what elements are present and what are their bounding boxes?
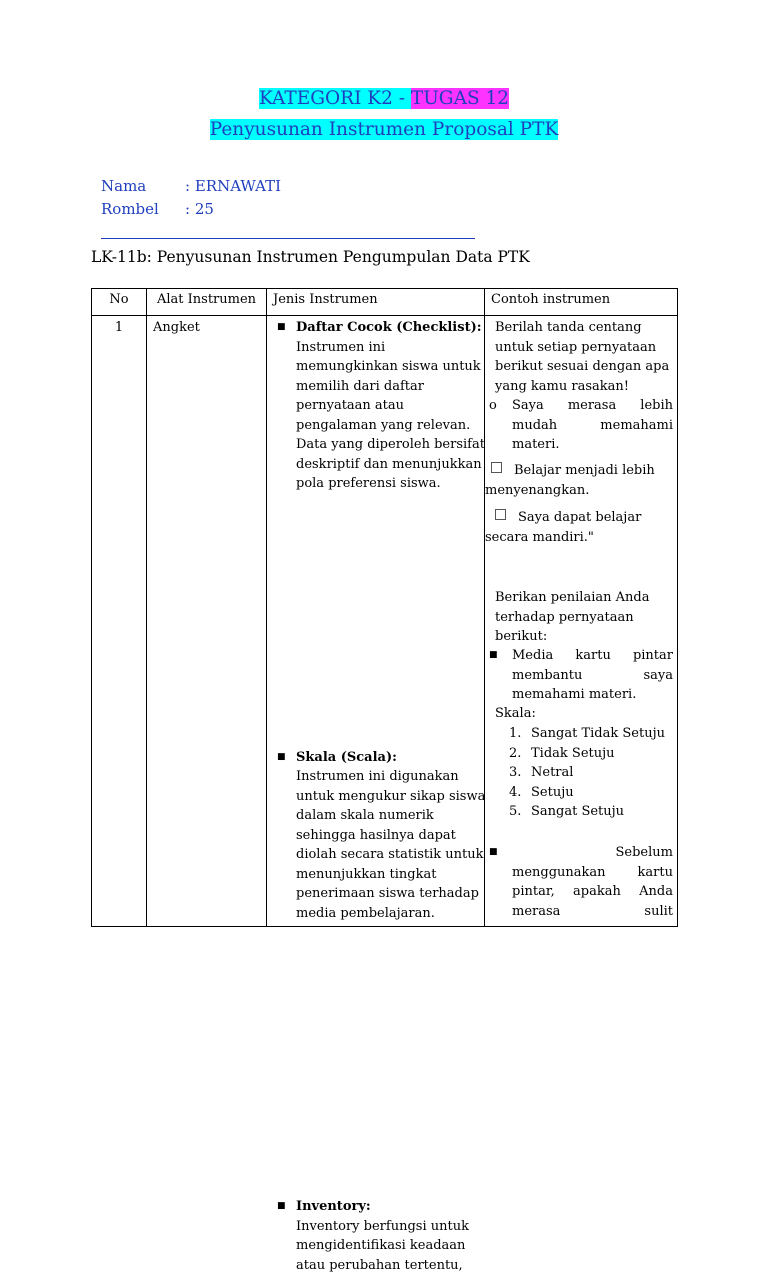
header-alat: Alat Instrumen <box>147 289 267 316</box>
square-bullet-icon: ■ <box>277 1201 286 1211</box>
title-topic: Penyusunan Instrumen Proposal PTK <box>209 119 559 140</box>
name-value: : ERNAWATI <box>185 177 282 195</box>
cell-jenis <box>267 316 486 1273</box>
contoh-skala-label: Skala: <box>495 706 536 721</box>
table-header-row <box>92 289 678 316</box>
jenis-checklist: ■ Daftar Cocok (Checklist): Instrumen ini memungkinkan siswa untuk memilih dari daftar pernyataan atau pengalaman yang relevan. Data yang diperoleh bersifat deskriptif dan menunjukkan pola preferensi siswa. <box>277 320 485 491</box>
name-label: Nama <box>101 177 147 195</box>
cell-no: 1 <box>92 316 147 927</box>
square-bullet-icon: ■ <box>277 322 286 332</box>
cell-alat: Angket <box>147 316 267 927</box>
worksheet-title: LK-11b: Penyusunan Instrumen Pengumpulan Data PTK <box>91 248 530 266</box>
square-bullet-icon: ■ <box>489 847 498 857</box>
instrument-table <box>91 288 678 1273</box>
header-contoh: Contoh instrumen <box>485 289 678 316</box>
document-title <box>0 87 768 111</box>
square-bullet-icon: ■ <box>277 751 286 762</box>
table-row <box>92 316 678 927</box>
contoh-checklist-intro: Berilah tanda centang untuk setiap pernyataan berikut sesuai dengan apa yang kamu rasakan! <box>495 320 670 394</box>
contoh-skala-intro: Berikan penilaian Anda terhadap pernyataan berikut: <box>495 590 650 644</box>
contoh-inventory-item: ■ Sebelum menggunakan kartu pintar, apakah Anda merasa sulit <box>489 845 673 919</box>
contoh-skala-item: ■ Media kartu pintar membantu saya memahami materi. <box>489 648 673 702</box>
contoh-checklist-item-3: Saya dapat belajar secara mandiri." <box>485 510 642 545</box>
rombel-label: Rombel <box>101 200 159 218</box>
document-subtitle <box>0 118 768 142</box>
contoh-checklist-item-1: o Saya merasa lebih mudah memahami materi. <box>489 398 673 452</box>
contoh-skala-options: 1. Sangat Tidak Setuju 2. Tidak Setuju 3. Netral 4. Setuju 5. Sangat Setuju <box>509 726 665 819</box>
title-task: TUGAS 12 <box>410 88 510 109</box>
square-bullet-icon: ■ <box>489 650 498 660</box>
header-jenis: Jenis Instrumen <box>267 289 485 316</box>
jenis-inventory: ■ Inventory: Inventory berfungsi untuk mengidentifikasi keadaan atau perubahan tertentu, <box>277 1199 469 1273</box>
jenis-skala: ■ Skala (Scala): Instrumen ini digunakan untuk mengukur sikap siswa dalam skala numerik sehingga hasilnya dapat diolah secara statistik untuk menunjukkan tingkat penerimaan siswa terhadap media pembelajaran. <box>277 749 486 921</box>
checkbox-icon <box>495 509 506 520</box>
underline-divider <box>101 238 475 239</box>
title-category: KATEGORI K2 - <box>258 88 411 109</box>
circle-bullet-icon: o <box>489 398 497 413</box>
cell-contoh <box>485 316 678 927</box>
checkbox-icon <box>491 462 502 473</box>
rombel-value: : 25 <box>185 200 214 218</box>
header-no: No <box>92 289 147 316</box>
contoh-checklist-item-2: Belajar menjadi lebih menyenangkan. <box>485 463 655 498</box>
